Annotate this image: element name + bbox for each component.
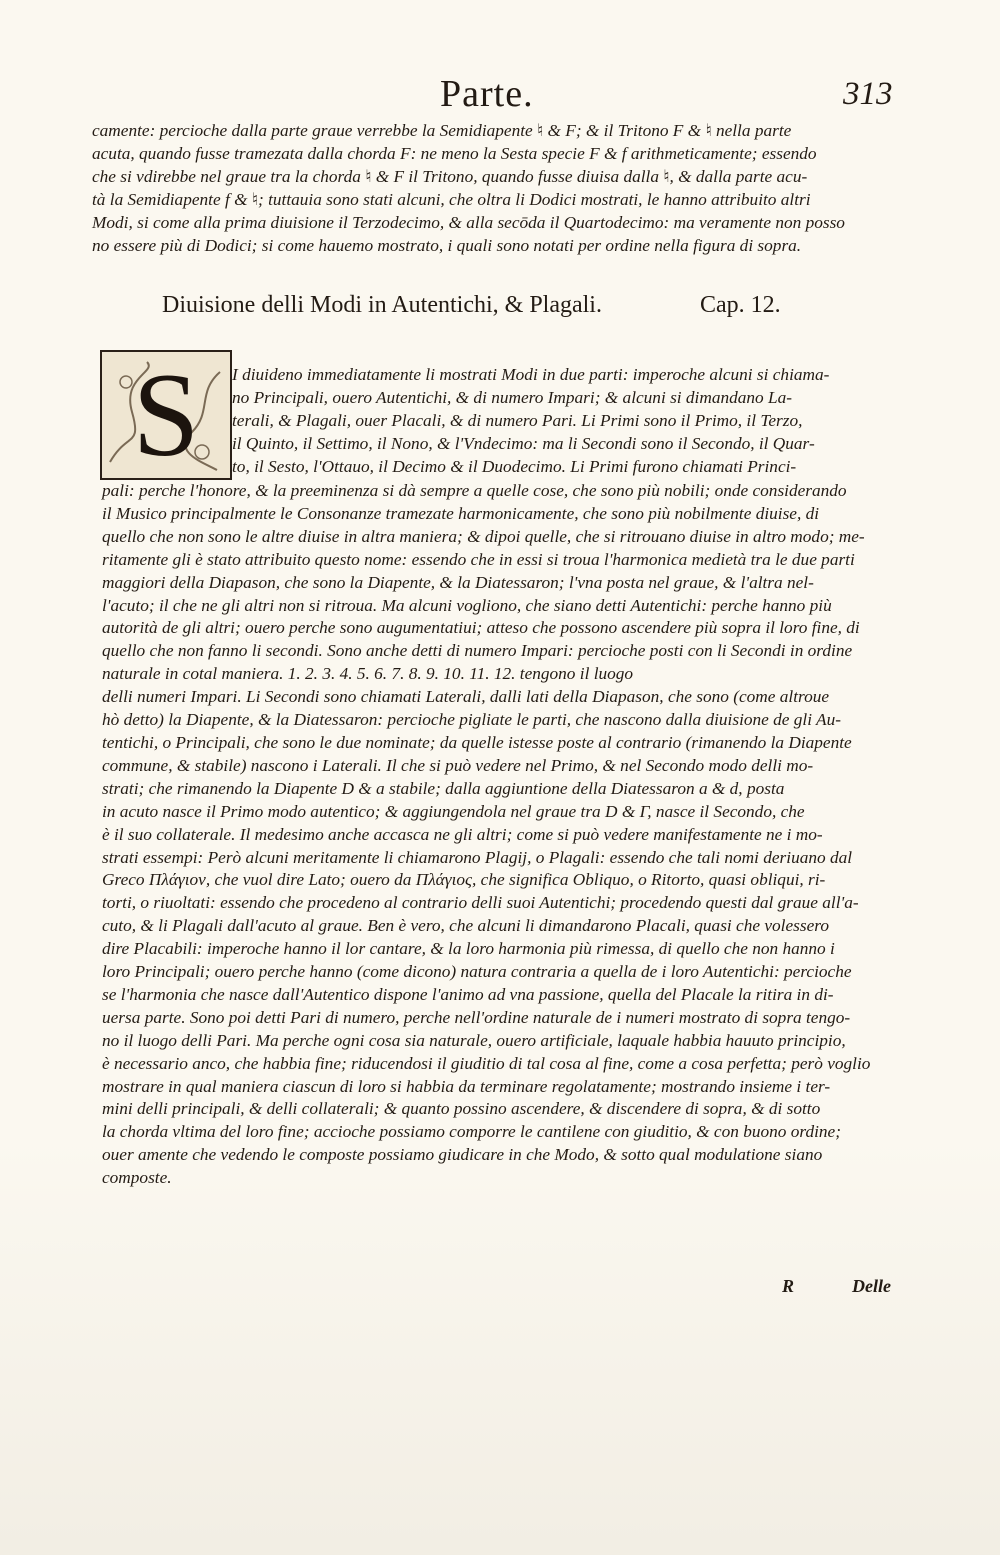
text-line: no il luogo delli Pari. Ma perche ogni cosa sia naturale, ouero artificiale, laquale habbia hauuto principio, (102, 1030, 846, 1050)
text-line: in acuto nasce il Primo modo autentico; & aggiungendola nel graue tra D & Γ, nasce il Secondo, che (102, 801, 805, 821)
footer-catchline (0, 1276, 1000, 1300)
text-line: tentichi, o Principali, che sono le due nominate; da quelle istesse poste al contrario (rimanendo la Diapente (102, 732, 852, 752)
text-line: il Quinto, il Settimo, il Nono, & l'Vndecimo: ma li Secondi sono il Secondo, il Quar- (232, 433, 815, 453)
text-line: loro Principali; ouero perche hanno (come dicono) natura contraria a quella de i loro Autentichi: percioche (102, 962, 852, 982)
text-line: to, il Sesto, l'Ottauo, il Decimo & il Duodecimo. Li Primi furono chiamati Princi- (232, 456, 797, 476)
text-line: strati; che rimanendo la Diapente D & a stabile; dalla aggiuntione della Diatessaron a & d, posta (102, 778, 785, 798)
text-line: ritamente gli è stato attribuito questo nome: essendo che in essi si troua l'harmonica medietà tra le due parti (102, 549, 855, 569)
text-line: torti, o riuoltati: essendo che procedeno al contrario delli suoi Autentichi; procedendo questi dal graue all'a- (102, 893, 859, 913)
text-line: la chorda vltima del loro fine; accioche possiamo comporre le cantilene con giuditio, & con buono ordine; (102, 1122, 841, 1142)
text-line: no essere più di Dodici; si come hauemo mostrato, i quali sono notati per ordine nella figura di sopra. (92, 235, 802, 255)
text-line: è il suo collaterale. Il medesimo anche accasca ne gli altri; come si può vedere manifestamente ne i mo- (102, 824, 823, 844)
text-line: quello che non sono le altre diuise in altra maniera; & dipoi quelle, che si ritrouano diuise in altro modo; me- (102, 526, 865, 546)
running-head (0, 72, 1000, 122)
text-line: acuta, quando fusse tramezata dalla chorda F: ne meno la Sesta specie F & f arithmeticamente; essendo (92, 143, 817, 163)
decorated-initial (100, 350, 232, 480)
initial-wrap-text (232, 364, 912, 479)
text-line: ouer amente che vedendo le composte possiamo giudicare in che Modo, & sotto qual modulatione siano (102, 1145, 823, 1165)
drop-cap-letter: S (132, 348, 200, 481)
text-line: è necessario anco, che habbia fine; riducendosi il giuditio di tal cosa al fine, come a cosa perfetta; però voglio (102, 1053, 871, 1073)
text-line: autorità de gli altri; ouero perche sono augumentatiui; atteso che possono ascendere più sopra il loro fine, di (102, 618, 860, 638)
text-line: naturale in cotal maniera. 1. 2. 3. 4. 5. 6. 7. 8. 9. 10. 11. 12. tengono il luogo (102, 664, 634, 684)
text-line: mini delli principali, & delli collaterali; & quanto possino ascendere, & discendere di sopra, & di sotto (102, 1099, 821, 1119)
chapter-heading (162, 292, 842, 319)
text-line: quello che non fanno li secondi. Sono anche detti di numero Impari: percioche posti con li Secondi in ordine (102, 641, 853, 661)
text-line: uersa parte. Sono poi detti Pari di numero, perche nell'ordine naturale de i numeri mostrato di sopra tengo- (102, 1007, 851, 1027)
text-line: dire Placabili: imperoche hanno il lor cantare, & la loro harmonia più rimessa, di quello che non hanno i (102, 939, 835, 959)
catchword: Delle (852, 1276, 891, 1296)
running-title: Parte. (440, 73, 534, 115)
text-line: Greco Πλάγιον, che vuol dire Lato; ouero da Πλάγιος, che significa Obliquo, o Ritorto, quasi obliqui, ri- (102, 870, 826, 890)
main-paragraph (102, 480, 912, 1190)
signature-mark: R (782, 1276, 795, 1296)
text-line: hò detto) la Diapente, & la Diatessaron: percioche pigliate le parti, che nascono dalla diuisione de gli Au- (102, 710, 841, 730)
page-number: 313 (843, 76, 893, 112)
text-line: strati essempi: Però alcuni meritamente li chiamarono Plagij, o Plagali: essendo che tali nomi deriuano dal (102, 847, 853, 867)
text-line: composte. (102, 1168, 172, 1188)
chapter-number: Cap. 12. (700, 292, 781, 318)
text-line: I diuideno immediatamente li mostrati Modi in due parti: imperoche alcuni si chiama- (232, 365, 830, 384)
text-line: se l'harmonia che nasce dall'Autentico dispone l'animo ad vna passione, quella del Placale la ritira in di- (102, 984, 834, 1004)
text-line: maggiori della Diapason, che sono la Diapente, & la Diatessaron; l'vna posta nel graue, & l'altra nel- (102, 572, 814, 592)
text-line: pali: perche l'honore, & la preeminenza si dà sempre a quelle cose, che sono più nobili; onde considerando (102, 481, 847, 500)
text-line: camente: percioche dalla parte graue verrebbe la Semidiapente ♮ & F; & il Tritono F & ♮ nella parte (92, 121, 792, 140)
intro-paragraph (92, 120, 912, 257)
text-line: Modi, si come alla prima diuisione il Terzodecimo, & alla secōda il Quartodecimo: ma veramente non posso (92, 212, 845, 232)
text-line: mostrare in qual maniera ciascun di loro si habbia da terminare regolatamente; mostrando insieme i ter- (102, 1076, 831, 1096)
text-line: il Musico principalmente le Consonanze tramezate harmonicamente, che sono più nobilmente diuise, di (102, 503, 820, 523)
text-line: no Principali, ouero Autentichi, & di numero Impari; & alcuni si dimandano La- (232, 387, 793, 407)
text-line: terali, & Plagali, ouer Placali, & di numero Pari. Li Primi sono il Primo, il Terzo, (232, 410, 803, 430)
text-line: che si vdirebbe nel graue tra la chorda ♮ & F il Tritono, quando fusse diuisa dalla ♮, & dalla parte acu- (92, 166, 808, 186)
text-line: cuto, & li Plagali dall'acuto al graue. Ben è vero, che alcuni li dimandarono Placali, quasi che volessero (102, 916, 829, 936)
text-line: delli numeri Impari. Li Secondi sono chiamati Laterali, dalli lati della Diapason, che sono (come altroue (102, 687, 830, 707)
chapter-title: Diuisione delli Modi in Autentichi, & Plagali. (162, 292, 602, 318)
text-line: tà la Semidiapente f & ♮; tuttauia sono stati alcuni, che oltra li Dodici mostrati, le hanno attribuito altri (92, 189, 811, 209)
text-line: l'acuto; il che ne gli altri non si ritroua. Ma alcuni vogliono, che siano detti Autentichi: perche hanno più (102, 595, 832, 615)
bleed-through-area (0, 1135, 1000, 1555)
text-line: commune, & stabile) nascono i Laterali. Il che si può vedere nel Primo, & nel Secondo modo delli mo- (102, 755, 814, 775)
